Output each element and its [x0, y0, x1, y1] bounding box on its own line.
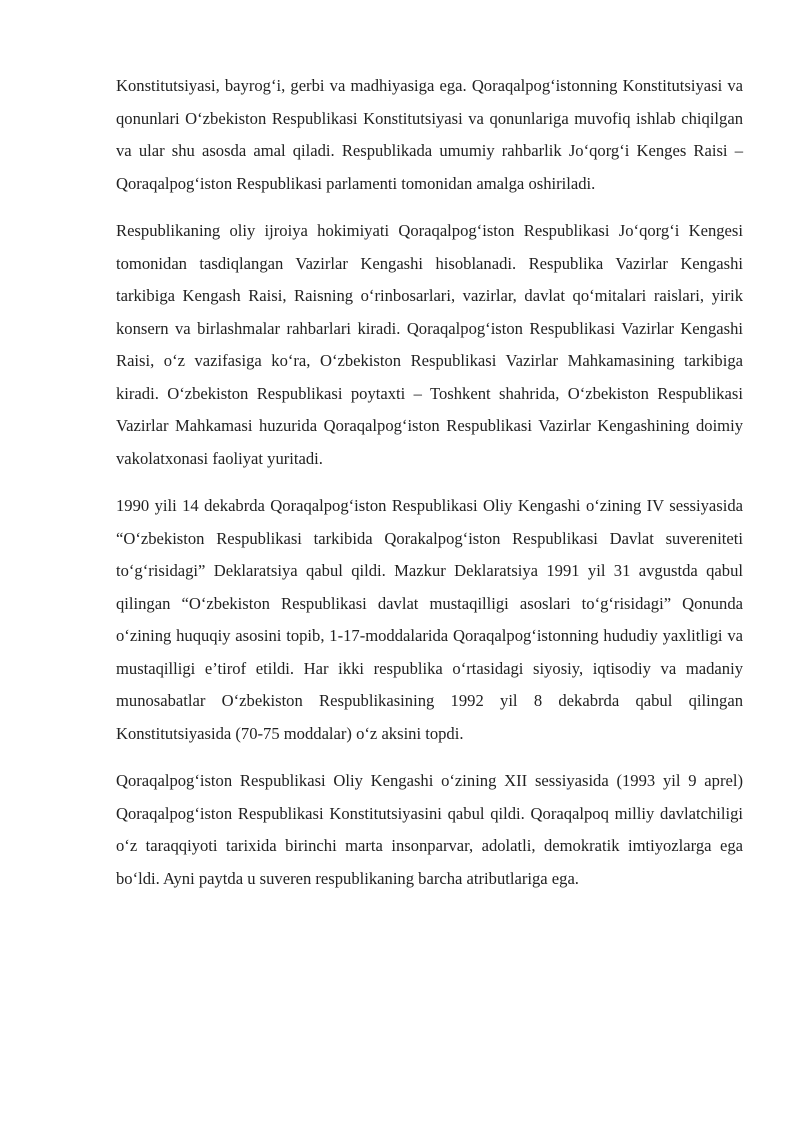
paragraph-1: Konstitutsiyasi, bayrog‘i, gerbi va madhiyasiga ega. Qoraqalpog‘istonning Konstitutsiyasi va qonunlari O‘zbekiston Respublikasi Konstitutsiyasi va qonunlariga muvofiq ishlab chiqilgan va ular shu asosda amal qiladi. Respublikada umumiy rahbarlik Jo‘qorg‘i Kenges Raisi – Qoraqalpog‘iston Respublikasi parlamenti tomonidan amalga oshiriladi.	[116, 76, 743, 193]
paragraph-3: 1990 yili 14 dekabrda Qoraqalpog‘iston Respublikasi Oliy Kengashi o‘zining IV sessiyasida “O‘zbekiston Respublikasi tarkibida Qorakalpog‘iston Respublikasi Davlat suvereniteti to‘g‘risidagi” Deklaratsiya qabul qildi. Mazkur Deklaratsiya 1991 yil 31 avgustda qabul qilingan “O‘zbekiston Respublikasi davlat mustaqilligi asoslari to‘g‘risidagi” Qonunda o‘zining huquqiy asosini topib, 1-17-moddalarida Qoraqalpog‘istonning hududiy yaxlitligi va mustaqilligi e’tirof etildi. Har ikki respublika o‘rtasidagi siyosiy, iqtisodiy va madaniy munosabatlar O‘zbekiston Respublikasining 1992 yil 8 dekabrda qabul qilingan Konstitutsiyasida (70-75 moddalar) o‘z aksini topdi.	[116, 496, 743, 743]
document-page	[116, 70, 743, 910]
paragraph-4: Qoraqalpog‘iston Respublikasi Oliy Kengashi o‘zining XII sessiyasida (1993 yil 9 aprel) Qoraqalpog‘iston Respublikasi Konstitutsiyasini qabul qildi. Qoraqalpoq milliy davlatchiligi o‘z taraqqiyoti tarixida birinchi marta insonparvar, adolatli, demokratik imtiyozlarga ega bo‘ldi. Ayni paytda u suveren respublikaning barcha atributlariga ega.	[116, 771, 743, 888]
paragraph-2: Respublikaning oliy ijroiya hokimiyati Qoraqalpog‘iston Respublikasi Jo‘qorg‘i Kengesi tomonidan tasdiqlangan Vazirlar Kengashi hisoblanadi. Respublika Vazirlar Kengashi tarkibiga Kengash Raisi, Raisning o‘rinbosarlari, vazirlar, davlat qo‘mitalari raislari, yirik konsern va birlashmalar rahbarlari kiradi. Qoraqalpog‘iston Respublikasi Vazirlar Kengashi Raisi, o‘z vazifasiga ko‘ra, O‘zbekiston Respublikasi Vazirlar Mahkamasining tarkibiga kiradi. O‘zbekiston Respublikasi poytaxti – Toshkent shahrida, O‘zbekiston Respublikasi Vazirlar Mahkamasi huzurida Qoraqalpog‘iston Respublikasi Vazirlar Kengashining doimiy vakolatxonasi faoliyat yuritadi.	[116, 221, 743, 468]
